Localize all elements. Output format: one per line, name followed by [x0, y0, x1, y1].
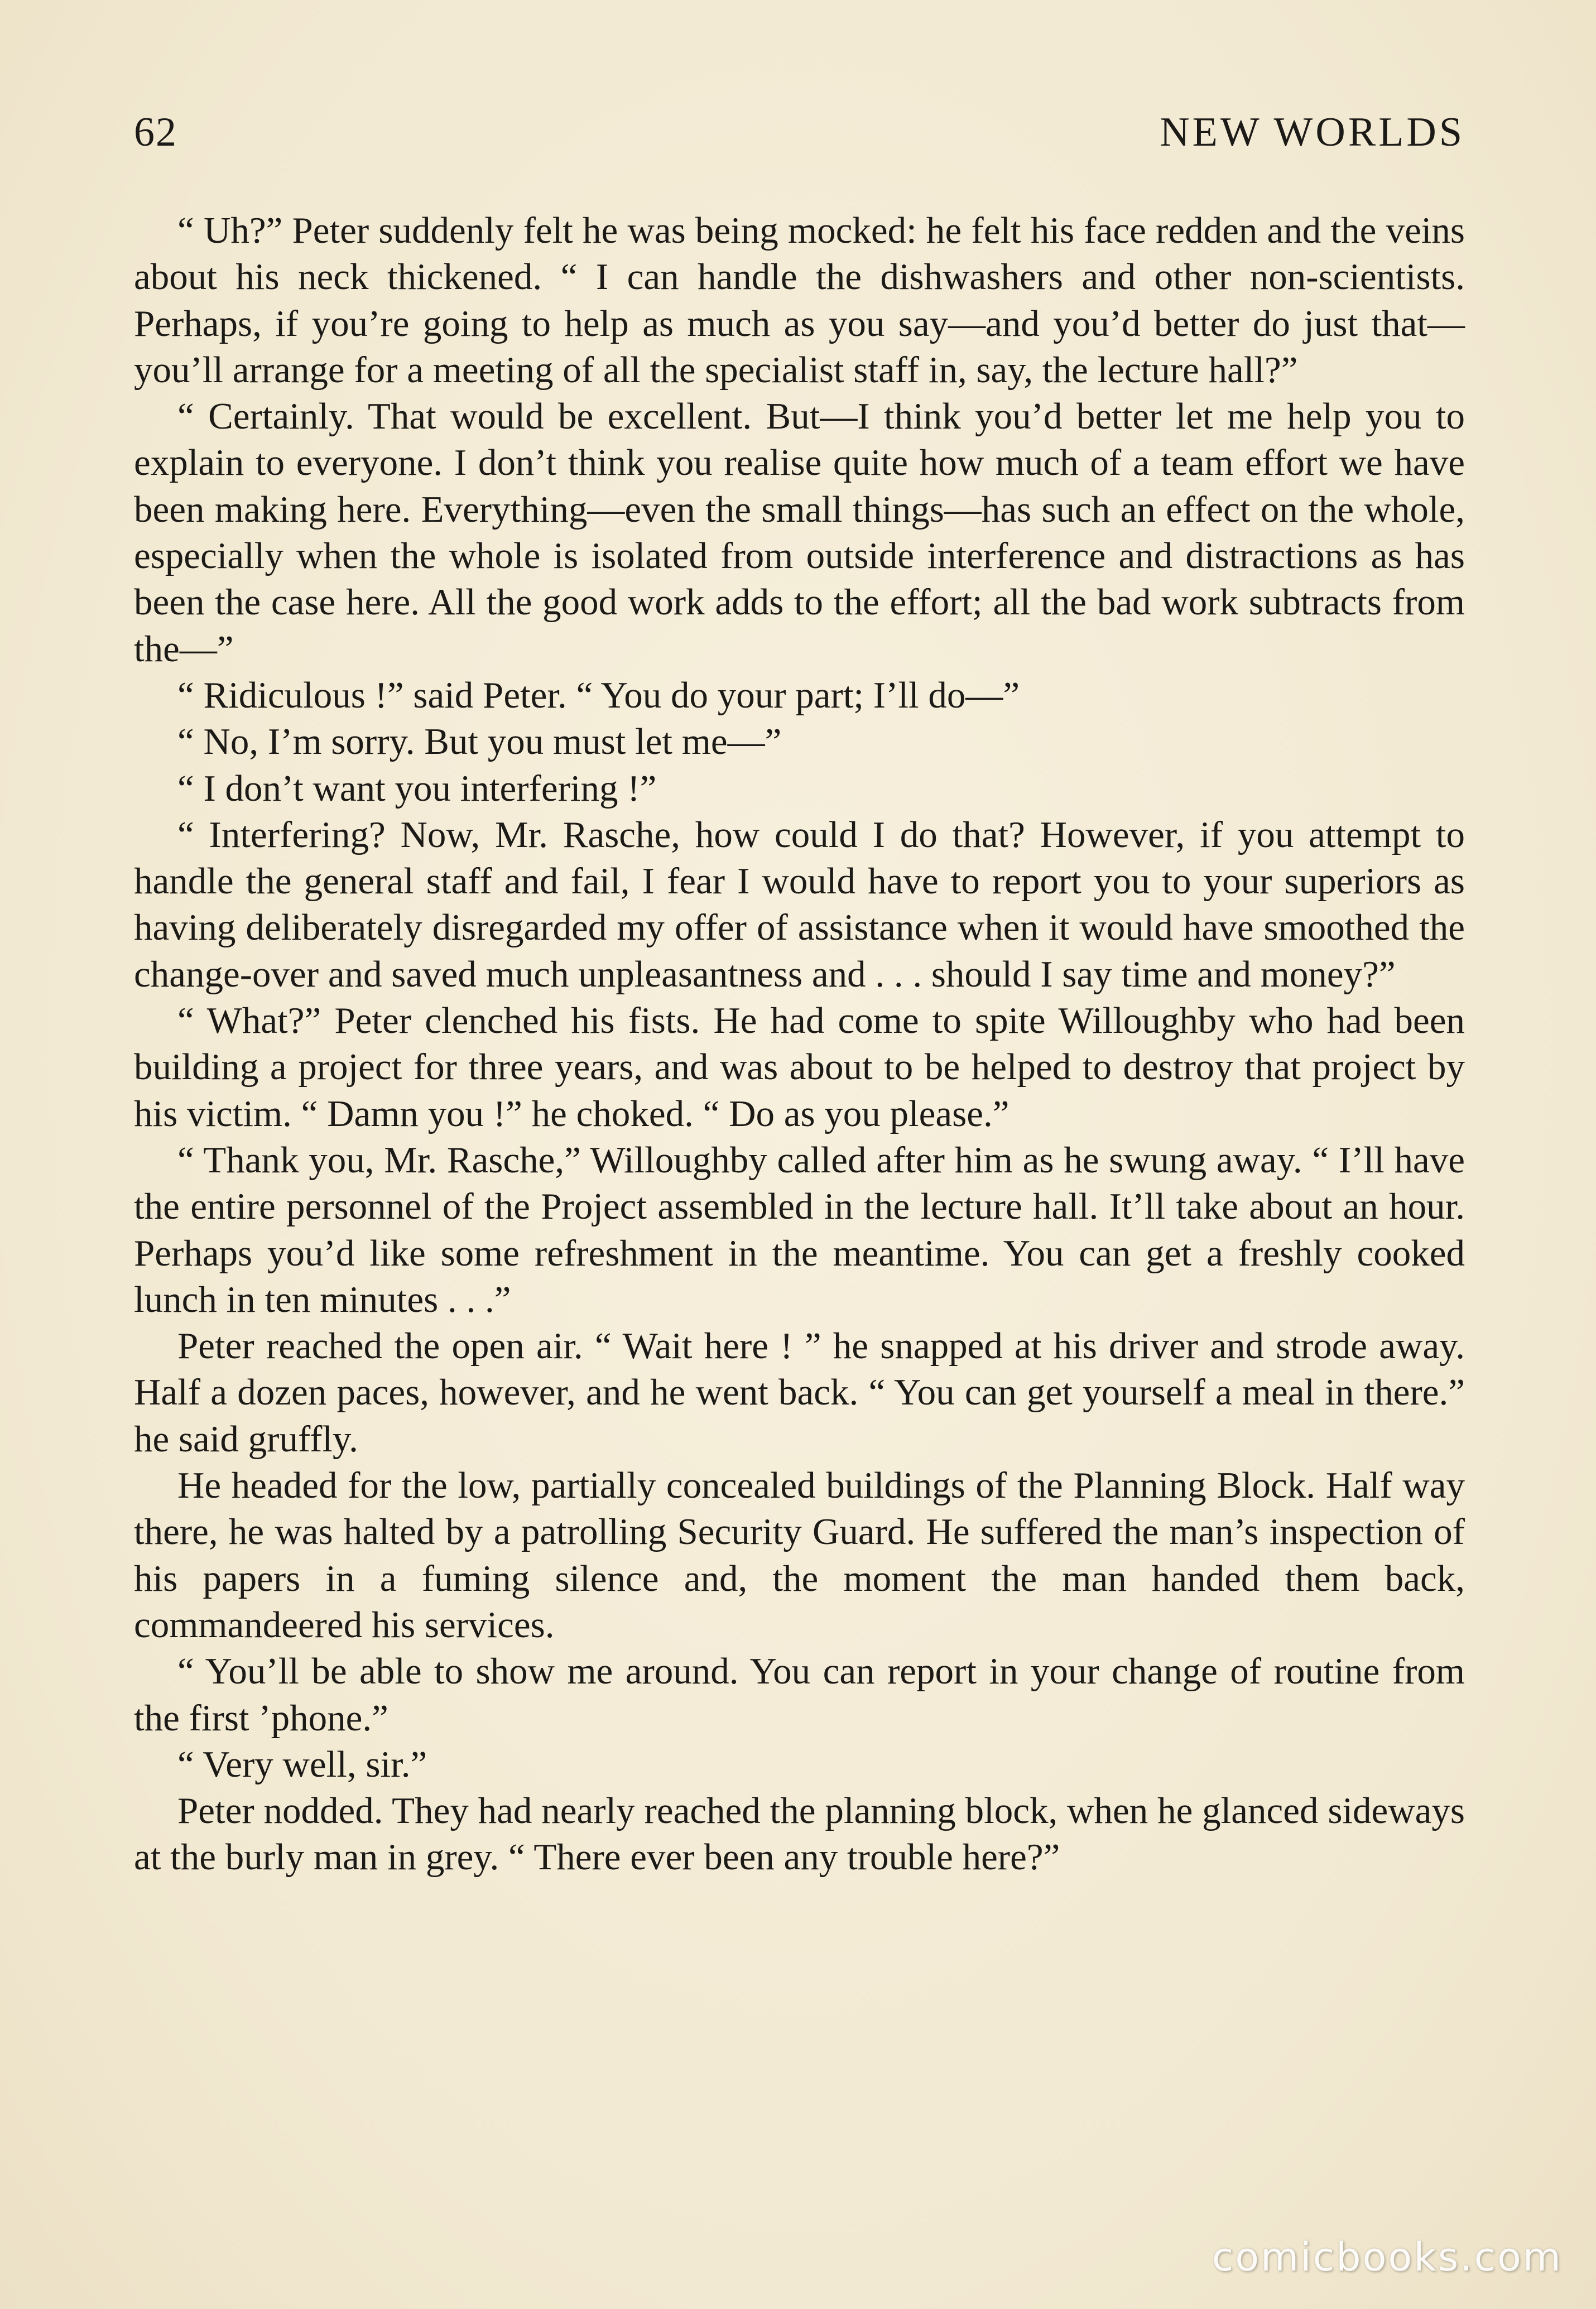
page-header [134, 109, 1465, 165]
watermark: comicbooks.com [1212, 2234, 1563, 2280]
running-head: NEW WORLDS [1160, 109, 1465, 155]
paragraph: “ I don’t want you interfering !” [177, 767, 657, 809]
paragraph: “ Ridiculous !” said Peter. “ You do your part; I’ll do—” [177, 674, 1020, 716]
paragraph: “ Very well, sir.” [177, 1743, 427, 1785]
body-text [134, 208, 1465, 1881]
page-number: 62 [134, 109, 177, 155]
paragraph: “ Certainly. That would be excellent. But—I think you’d better let me help you to explain to everyone. I don’t think you realise quite how much of a team effort we have been making here. Everything—even the small things—has such an effect on the whole, especially when the whole is isolated from outside interference and distractions as has been the case here. All the good work adds to the effort; all the bad work subtracts from the—” [134, 396, 1465, 670]
paragraph: He headed for the low, partially concealed buildings of the Planning Block. Half way there, he was halted by a patrolling Security Guard. He suffered the man’s inspection of his papers in a fuming silence and, the moment the man handed them back, commandeered his services. [134, 1465, 1465, 1646]
paragraph: “ Uh?” Peter suddenly felt he was being mocked: he felt his face redden and the veins about his neck thickened. “ I can handle the dishwashers and other non-scientists. Perhaps, if you’re going to help as much as you say—and you’d better do just that—you’ll arrange for a meeting of all the specialist staff in, say, the lecture hall?” [134, 210, 1465, 391]
paragraph: “ You’ll be able to show me around. You can report in your change of routine from the first ’phone.” [134, 1651, 1465, 1739]
paragraph: “ What?” Peter clenched his fists. He had come to spite Willoughby who had been building a project for three years, and was about to be helped to destroy that project by his victim. “ Damn you !” he choked. “ Do as you please.” [134, 1000, 1465, 1134]
paragraph: “ Interfering? Now, Mr. Rasche, how could I do that? However, if you attempt to handle the general staff and fail, I fear I would have to report you to your superiors as having deliberately disregarded my offer of assistance when it would have smoothed the change-over and saved much unpleasantness and . . . should I say time and money?” [134, 814, 1465, 995]
paragraph: Peter nodded. They had nearly reached the planning block, when he glanced sideways at the burly man in grey. “ There ever been any trouble here?” [134, 1790, 1465, 1878]
paragraph: Peter reached the open air. “ Wait here ! ” he snapped at his driver and strode away. Half a dozen paces, however, and he went back. “ You can get yourself a meal in there.” he said gruffly. [134, 1325, 1465, 1460]
paragraph: “ No, I’m sorry. But you must let me—” [177, 721, 782, 763]
paragraph: “ Thank you, Mr. Rasche,” Willoughby called after him as he swung away. “ I’ll have the entire personnel of the Project assembled in the lecture hall. It’ll take about an hour. Perhaps you’d like some refreshment in the meantime. You can get a freshly cooked lunch in ten minutes . . .” [134, 1139, 1465, 1320]
